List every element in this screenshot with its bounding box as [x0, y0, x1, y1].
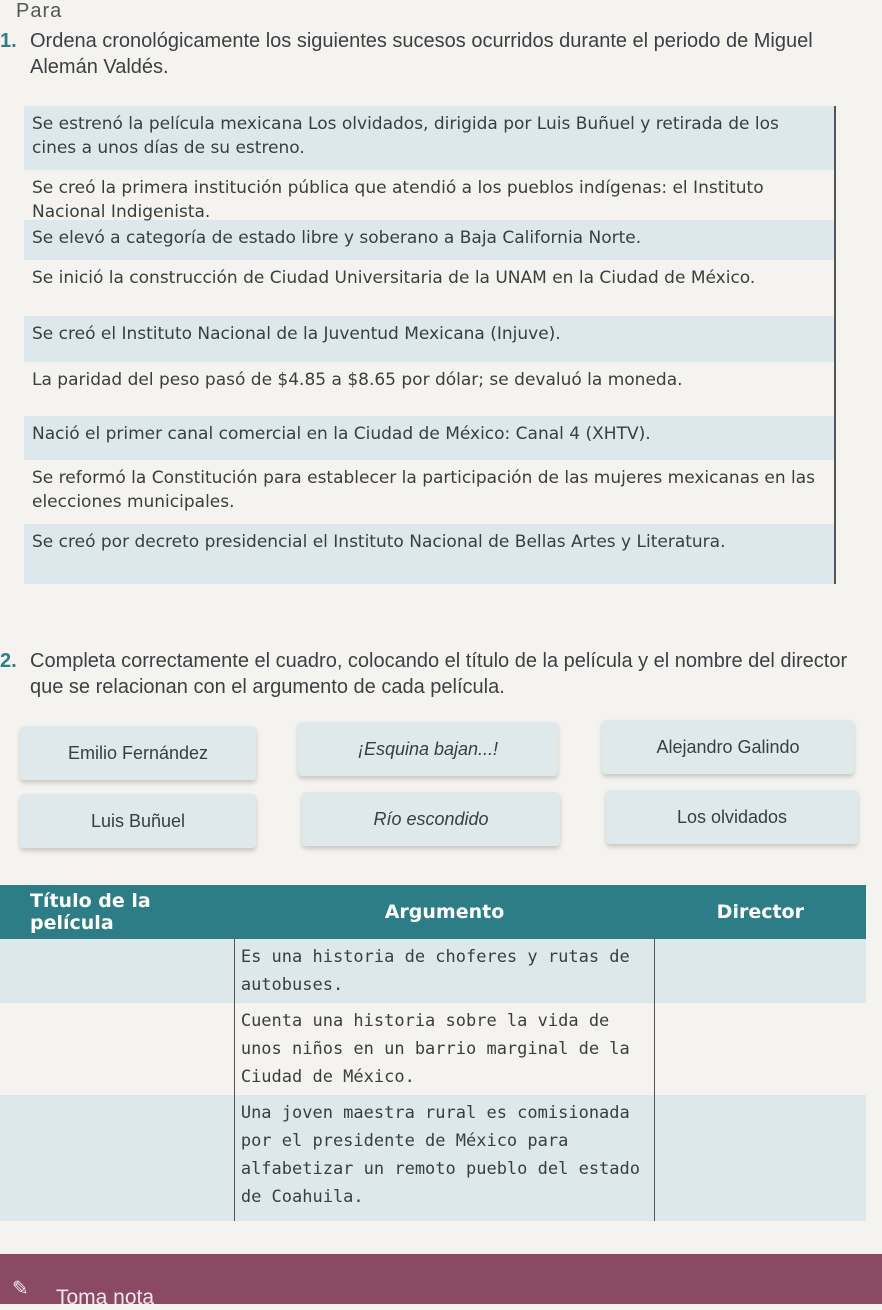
director-cell[interactable]: [655, 1003, 866, 1095]
option-chip: Alejandro Galindo: [602, 720, 854, 774]
pencil-icon: ✎: [12, 1278, 29, 1300]
title-cell[interactable]: [0, 1003, 234, 1095]
argument-cell: Cuenta una historia sobre la vida de unos niños en un barrio marginal de la Ciudad de México.: [234, 1003, 654, 1095]
events-list: [24, 106, 836, 584]
event-item: Nació el primer canal comercial en la Ciudad de México: Canal 4 (XHTV).: [24, 416, 836, 460]
event-item: Se reformó la Constitución para establecer la participación de las mujeres mexicanas en las elecciones municipales.: [24, 460, 836, 524]
table-row: [0, 939, 866, 1003]
option-chip: Emilio Fernández: [20, 726, 256, 780]
event-item: Se creó el Instituto Nacional de la Juventud Mexicana (Injuve).: [24, 316, 836, 362]
option-chip: Río escondido: [302, 792, 560, 846]
argument-cell: Una joven maestra rural es comisionada por el presidente de México para alfabetizar un remoto pueblo del estado de Coahuila.: [234, 1095, 654, 1221]
option-chip: ¡Esquina bajan...!: [298, 722, 558, 776]
event-item: Se estrenó la película mexicana Los olvidados, dirigida por Luis Buñuel y retirada de los cines a unos días de su estreno.: [24, 106, 836, 170]
table-header-title: Título de la película: [0, 885, 234, 939]
director-cell[interactable]: [655, 939, 866, 1003]
question-2-text: Completa correctamente el cuadro, colocando el título de la película y el nombre del director que se relacionan con el argumento de cada película.: [30, 650, 848, 698]
title-cell[interactable]: [0, 939, 234, 1003]
event-item: La paridad del peso pasó de $4.85 a $8.65 por dólar; se devaluó la moneda.: [24, 362, 836, 416]
question-1-text: Ordena cronológicamente los siguientes sucesos ocurridos durante el periodo de Miguel Alemán Valdés.: [30, 30, 813, 78]
footer-label: Toma nota: [56, 1286, 155, 1309]
table-row: [0, 1095, 866, 1221]
event-item: Se inició la construcción de Ciudad Universitaria de la UNAM en la Ciudad de México.: [24, 260, 836, 316]
table-header-director: Director: [655, 885, 866, 939]
argument-cell: Es una historia de choferes y rutas de autobuses.: [234, 939, 654, 1003]
table-row: [0, 1003, 866, 1095]
event-item: Se elevó a categoría de estado libre y soberano a Baja California Norte.: [24, 220, 836, 260]
event-item: Se creó por decreto presidencial el Instituto Nacional de Bellas Artes y Literatura.: [24, 524, 836, 584]
title-cell[interactable]: [0, 1095, 234, 1221]
director-cell[interactable]: [655, 1095, 866, 1221]
option-chip: Los olvidados: [606, 790, 858, 844]
question-2-number: 2.: [0, 650, 17, 672]
option-chip: Luis Buñuel: [20, 794, 256, 848]
table-header-argument: Argumento: [234, 885, 654, 939]
event-item: Se creó la primera institución pública que atendió a los pueblos indígenas: el Instituto Nacional Indigenista.: [24, 170, 836, 220]
movies-table: [0, 885, 866, 1221]
answer-options: [20, 718, 860, 858]
page-header-fragment: Para: [16, 0, 63, 22]
footer-bar: [0, 1254, 882, 1309]
question-1-number: 1.: [0, 30, 17, 52]
